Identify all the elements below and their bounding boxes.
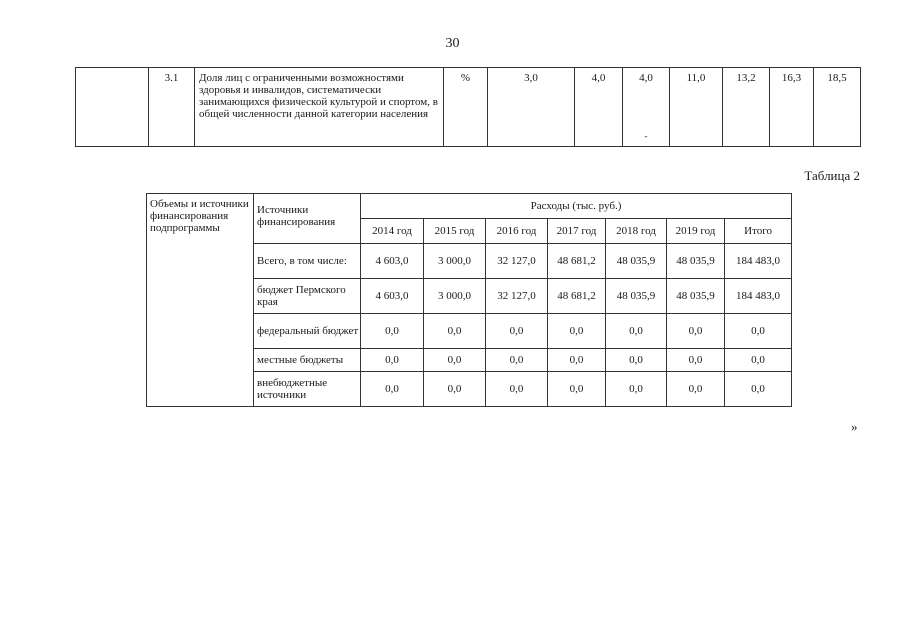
tick-mark: - xyxy=(644,131,648,141)
amount-cell: 0,0 xyxy=(486,349,548,372)
indicator-value: 16,3 xyxy=(770,68,814,147)
amount-cell: 32 127,0 xyxy=(486,279,548,314)
closing-quote: » xyxy=(851,419,858,434)
amount-cell: 0,0 xyxy=(548,372,606,407)
indicator-name: Доля лиц с ограниченными возможностями здоровья и инвалидов, систематически занимающихся физической культурой и спортом, в общей численности данной категории населения xyxy=(195,68,444,147)
indicator-number: 3.1 xyxy=(149,68,195,147)
sources-header: Источники финансирования xyxy=(254,194,361,244)
amount-cell: 48 681,2 xyxy=(548,279,606,314)
year-header: 2015 год xyxy=(424,219,486,244)
amount-cell: 0,0 xyxy=(606,349,667,372)
amount-cell: 0,0 xyxy=(361,372,424,407)
amount-cell: 184 483,0 xyxy=(725,244,792,279)
year-header: 2016 год xyxy=(486,219,548,244)
indicator-unit: % xyxy=(444,68,488,147)
amount-cell: 48 035,9 xyxy=(667,244,725,279)
amount-cell: 0,0 xyxy=(725,314,792,349)
amount-cell: 0,0 xyxy=(486,372,548,407)
amount-cell: 48 035,9 xyxy=(606,244,667,279)
source-label: федеральный бюджет xyxy=(254,314,361,349)
finance-header-row xyxy=(147,194,792,219)
amount-cell: 0,0 xyxy=(606,314,667,349)
amount-cell: 4 603,0 xyxy=(361,279,424,314)
amount-cell: 0,0 xyxy=(548,314,606,349)
amount-cell: 4 603,0 xyxy=(361,244,424,279)
amount-cell: 0,0 xyxy=(667,349,725,372)
amount-cell: 0,0 xyxy=(667,314,725,349)
amount-cell: 0,0 xyxy=(548,349,606,372)
amount-cell: 32 127,0 xyxy=(486,244,548,279)
amount-cell: 0,0 xyxy=(725,372,792,407)
indicator-empty-cell xyxy=(76,68,149,147)
amount-cell: 3 000,0 xyxy=(424,244,486,279)
source-label: бюджет Пермского края xyxy=(254,279,361,314)
amount-cell: 0,0 xyxy=(424,372,486,407)
amount-cell: 3 000,0 xyxy=(424,279,486,314)
expenses-header: Расходы (тыс. руб.) xyxy=(361,194,792,219)
amount-cell: 0,0 xyxy=(424,314,486,349)
subprogram-label: Объемы и источники финансирования подпрограммы xyxy=(147,194,254,407)
indicator-value: 3,0 xyxy=(488,68,575,147)
year-header: 2017 год xyxy=(548,219,606,244)
amount-cell: 184 483,0 xyxy=(725,279,792,314)
amount-cell: 48 681,2 xyxy=(548,244,606,279)
page-number: 30 xyxy=(445,36,460,51)
amount-cell: 0,0 xyxy=(361,349,424,372)
amount-cell: 48 035,9 xyxy=(606,279,667,314)
indicator-value: 4,0 xyxy=(639,72,653,84)
indicator-row xyxy=(76,68,861,147)
amount-cell: 0,0 xyxy=(725,349,792,372)
total-header: Итого xyxy=(725,219,792,244)
indicator-value: 13,2 xyxy=(723,68,770,147)
indicator-value-cell xyxy=(623,68,670,147)
amount-cell: 0,0 xyxy=(486,314,548,349)
indicator-value: 18,5 xyxy=(814,68,861,147)
indicator-table xyxy=(75,67,861,147)
amount-cell: 0,0 xyxy=(606,372,667,407)
year-header: 2014 год xyxy=(361,219,424,244)
year-header: 2019 год xyxy=(667,219,725,244)
source-label: Всего, в том числе: xyxy=(254,244,361,279)
year-header: 2018 год xyxy=(606,219,667,244)
source-label: местные бюджеты xyxy=(254,349,361,372)
indicator-value: 11,0 xyxy=(670,68,723,147)
amount-cell: 0,0 xyxy=(361,314,424,349)
amount-cell: 48 035,9 xyxy=(667,279,725,314)
amount-cell: 0,0 xyxy=(424,349,486,372)
amount-cell: 0,0 xyxy=(667,372,725,407)
finance-table xyxy=(146,193,792,407)
indicator-value: 4,0 xyxy=(575,68,623,147)
table-caption: Таблица 2 xyxy=(804,168,860,183)
source-label: внебюджетные источники xyxy=(254,372,361,407)
